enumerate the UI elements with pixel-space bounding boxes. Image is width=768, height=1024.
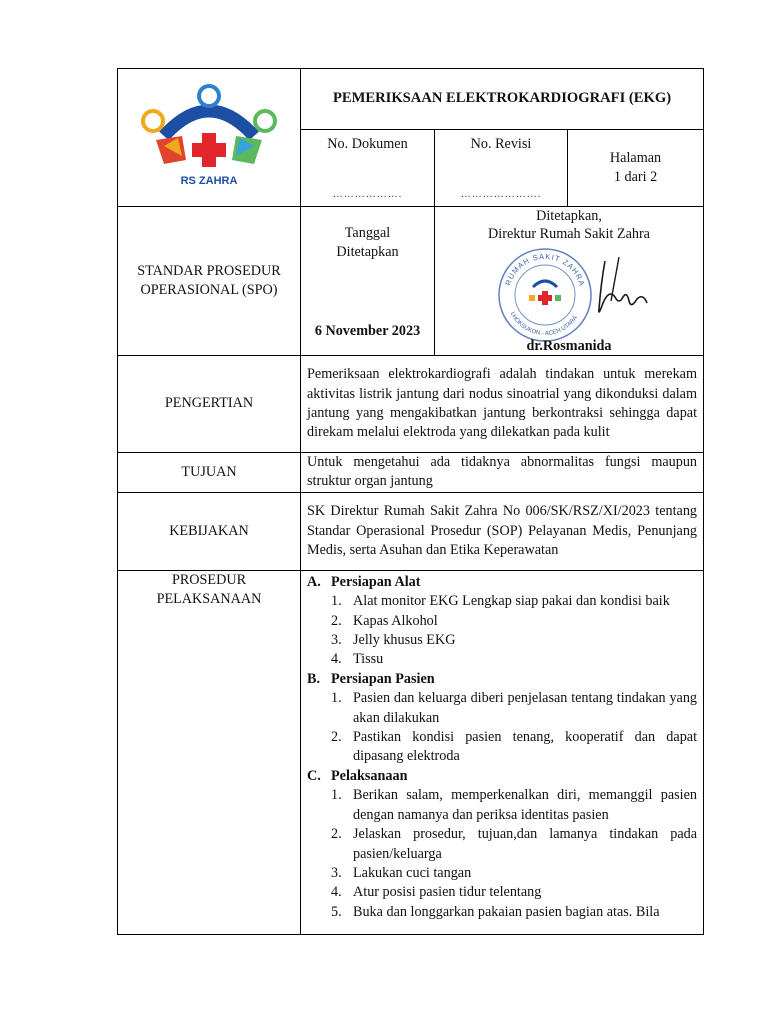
ditetapkan-cell [435, 207, 704, 356]
tanggal-cell [301, 207, 435, 356]
pengertian-text: Pemeriksaan elektrokardiografi adalah tindakan untuk merekam aktivitas listrik jantung dari nodus sinoatrial yang dikonduksi dalam jantung yang mengakibatkan jantung berkontraksi sehingga dapat direkam melalui elektroda yang dilekatkan pada kulit [301, 356, 704, 453]
section-title: Persiapan Alat [331, 573, 421, 590]
prosedur-label: PROSEDUR PELAKSANAAN [118, 570, 301, 934]
step-text: Buka dan longgarkan pakaian pasien bagian atas. Bila [353, 903, 660, 920]
step-text: Jelly khusus EKG [353, 632, 456, 649]
step-text: Kapas Alkohol [353, 612, 438, 629]
document-title: PEMERIKSAAN ELEKTROKARDIOGRAFI (EKG) [301, 69, 704, 130]
procedure-step [307, 883, 697, 902]
section-title: Persiapan Pasien [331, 670, 435, 687]
procedure-section-title [307, 670, 697, 689]
procedure-list [307, 573, 697, 922]
step-number: 1. [331, 690, 342, 707]
prosedur-content [301, 570, 704, 934]
hospital-logo [134, 78, 284, 190]
kebijakan-label: KEBIJAKAN [118, 492, 301, 570]
step-text: Alat monitor EKG Lengkap siap pakai dan kondisi baik [353, 593, 670, 610]
ditetapkan-line2: Direktur Rumah Sakit Zahra [488, 226, 650, 242]
procedure-step [307, 903, 697, 922]
step-text: Pastikan kondisi pasien tenang, kooperatif dan dapat dipasang elektroda [353, 729, 698, 765]
kebijakan-text: SK Direktur Rumah Sakit Zahra No 006/SK/RSZ/XI/2023 tentang Standar Operasional Prosedur (SOP) Pelayanan Medis, Penunjang Medis, serta Asuhan dan Etika Keperawatan [301, 492, 704, 570]
ditetapkan-line1: Ditetapkan, [536, 208, 602, 224]
step-number: 3. [331, 632, 342, 649]
section-letter: B. [307, 670, 321, 687]
procedure-step [307, 864, 697, 883]
spo-table [117, 68, 704, 935]
no-revisi-value: …………………. [460, 189, 542, 200]
procedure-section-title [307, 573, 697, 592]
logo-text: RS ZAHRA [180, 175, 238, 188]
no-revisi-label: No. Revisi [470, 136, 532, 152]
signature [585, 253, 655, 333]
tanggal-label: Tanggal Ditetapkan [336, 225, 399, 261]
procedure-section-title [307, 767, 697, 786]
tujuan-text: Untuk mengetahui ada tidaknya abnormalitas fungsi maupun struktur organ jantung [301, 453, 704, 493]
step-number: 1. [331, 787, 342, 804]
step-number: 4. [331, 651, 342, 668]
step-number: 4. [331, 884, 342, 901]
spo-label: STANDAR PROSEDUR OPERASIONAL (SPO) [118, 207, 301, 356]
halaman-value: 1 dari 2 [613, 169, 658, 185]
step-text: Atur posisi pasien tidur telentang [353, 884, 542, 901]
step-text: Pasien dan keluarga diberi penjelasan tentang tindakan yang akan dilakukan [353, 690, 698, 726]
no-dokumen-value: ………………. [332, 189, 403, 200]
procedure-step [307, 689, 697, 728]
stamp-top-text: RUMAH SAKIT ZAHRA [503, 251, 587, 288]
tanggal-value: 6 November 2023 [314, 322, 421, 339]
hospital-stamp [495, 245, 595, 345]
step-text: Lakukan cuci tangan [353, 864, 472, 881]
procedure-step [307, 786, 697, 825]
step-number: 1. [331, 593, 342, 610]
step-text: Berikan salam, memperkenalkan diri, memanggil pasien dengan namanya dan periksa identitas pasien [353, 787, 698, 823]
procedure-step [307, 825, 697, 864]
step-number: 2. [331, 826, 342, 843]
no-dokumen-cell [301, 130, 435, 207]
section-letter: A. [307, 573, 321, 590]
hospital-logo-cell [118, 69, 301, 207]
step-number: 3. [331, 864, 342, 881]
step-number: 5. [331, 903, 342, 920]
spo-document [117, 68, 703, 935]
procedure-steps [307, 786, 697, 922]
step-number: 2. [331, 612, 342, 629]
stamp-bottom-text: LHOKSUKON - ACEH UTARA [508, 311, 579, 338]
section-title: Pelaksanaan [331, 767, 408, 784]
step-text: Tissu [353, 651, 384, 668]
halaman-label: Halaman [609, 149, 662, 166]
section-letter: C. [307, 767, 321, 784]
procedure-step [307, 612, 697, 631]
director-name: dr.Rosmanida [526, 338, 612, 354]
step-text: Jelaskan prosedur, tujuan,dan lamanya tindakan pada pasien/keluarga [353, 826, 698, 862]
procedure-step [307, 650, 697, 669]
procedure-step [307, 592, 697, 611]
procedure-step [307, 728, 697, 767]
halaman-cell [568, 130, 704, 207]
procedure-step [307, 631, 697, 650]
procedure-steps [307, 689, 697, 767]
no-dokumen-label: No. Dokumen [327, 136, 408, 152]
no-revisi-cell [435, 130, 568, 207]
step-number: 2. [331, 729, 342, 746]
procedure-steps [307, 592, 697, 670]
tujuan-label: TUJUAN [118, 453, 301, 493]
pengertian-label: PENGERTIAN [118, 356, 301, 453]
